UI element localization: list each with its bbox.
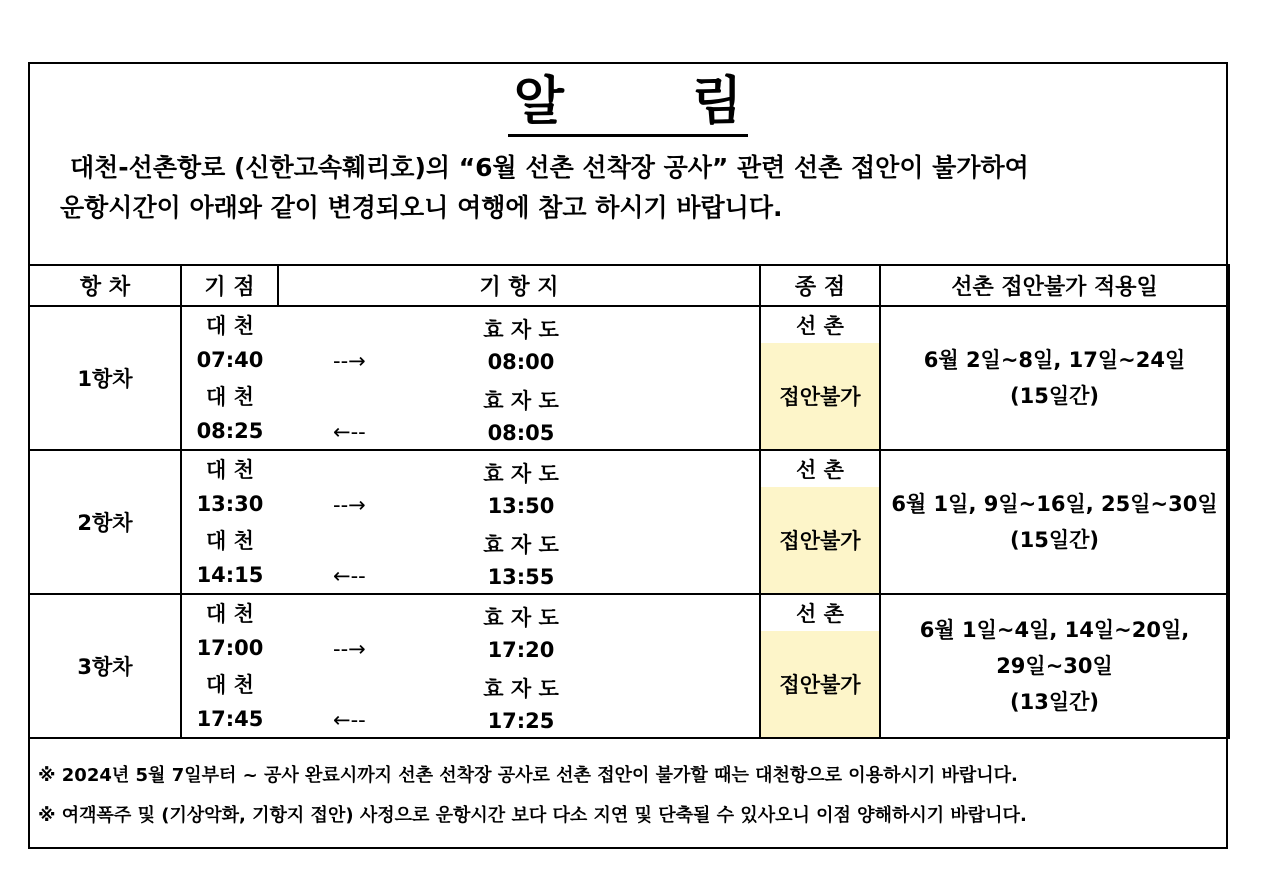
stop-cell — [278, 522, 760, 558]
notice-frame — [28, 62, 1228, 849]
date-line: (15일간) — [1010, 384, 1099, 408]
table-row — [29, 594, 1229, 631]
date-line: 6월 1일, 9일~16일, 25일~30일 — [891, 492, 1218, 516]
trip-cell: 2항차 — [29, 450, 181, 594]
stop-text: 13:55 — [487, 564, 555, 589]
header-end: 종 점 — [760, 265, 880, 306]
origin-cell: 08:25 — [196, 419, 264, 444]
notice-intro — [60, 148, 1216, 228]
trip-cell: 3항차 — [29, 594, 181, 738]
arrow-left-icon: ←-- — [333, 419, 366, 444]
stop-cell — [278, 414, 760, 451]
origin-cell: 대 천 — [206, 672, 254, 697]
arrow-left-icon: ←-- — [333, 563, 366, 588]
end-cell: 선 촌 — [760, 306, 880, 343]
stop-cell — [278, 558, 760, 595]
intro-line-1: 대천-선촌항로 (신한고속훼리호)의 “6월 선촌 선착장 공사” 관련 선촌 접안이 불가하여 — [70, 153, 1029, 182]
origin-cell: 대 천 — [206, 384, 254, 409]
stop-text: 효 자 도 — [483, 389, 559, 413]
arrow-right-icon: --→ — [333, 636, 366, 661]
origin-cell: 13:30 — [196, 492, 264, 517]
origin-cell: 14:15 — [196, 563, 264, 588]
unavailable-cell: 접안불가 — [760, 631, 880, 739]
end-cell: 선 촌 — [760, 450, 880, 487]
arrow-left-icon: ←-- — [333, 707, 366, 732]
origin-cell: 대 천 — [181, 594, 278, 631]
end-cell: 선 촌 — [760, 594, 880, 631]
date-line: 29일~30일 — [996, 654, 1113, 678]
header-trip: 항 차 — [29, 265, 181, 306]
stop-cell — [278, 631, 760, 667]
stop-text: 17:20 — [487, 637, 555, 662]
trip-cell: 1항차 — [29, 306, 181, 450]
stop-text: 효 자 도 — [483, 533, 559, 557]
stop-text: 17:25 — [487, 708, 555, 733]
intro-line-2: 운항시간이 아래와 같이 변경되오니 여행에 참고 하시기 바랍니다. — [60, 193, 783, 222]
header-dates: 선촌 접안불가 적용일 — [880, 265, 1229, 306]
origin-cell: 대 천 — [181, 450, 278, 487]
note-2: ※ 여객폭주 및 (기상악화, 기항지 접안) 사정으로 운항시간 보다 다소 지연 및 단축될 수 있사오니 이점 양해하시기 바랍니다. — [38, 805, 1027, 826]
stop-cell — [278, 343, 760, 379]
arrow-right-icon: --→ — [333, 348, 366, 373]
date-line: (15일간) — [1010, 528, 1099, 552]
origin-cell: 17:00 — [196, 636, 264, 661]
notice-title: 알 림 — [30, 72, 1226, 137]
date-line: 6월 2일~8일, 17일~24일 — [923, 348, 1186, 372]
schedule-table — [28, 264, 1230, 739]
stop-cell — [278, 487, 760, 523]
stop-text: 효 자 도 — [483, 677, 559, 701]
origin-cell: 대 천 — [181, 306, 278, 343]
stop-cell — [278, 702, 760, 739]
dates-cell — [880, 450, 1229, 594]
dates-cell — [880, 594, 1229, 738]
stop-text: 13:50 — [487, 493, 555, 518]
table-header-row — [29, 265, 1229, 306]
table-row — [29, 450, 1229, 487]
stop-cell — [278, 450, 760, 487]
origin-cell: 대 천 — [206, 528, 254, 553]
stop-text: 효 자 도 — [483, 318, 559, 342]
stop-cell — [278, 378, 760, 414]
origin-cell: 07:40 — [196, 348, 264, 373]
note-1: ※ 2024년 5월 7일부터 ~ 공사 완료시까지 선촌 선착장 공사로 선촌 접안이 불가할 때는 대천항으로 이용하시기 바랍니다. — [38, 765, 1018, 786]
stop-text: 효 자 도 — [483, 462, 559, 486]
header-origin: 기 점 — [181, 265, 278, 306]
stop-cell — [278, 666, 760, 702]
stop-text: 효 자 도 — [483, 606, 559, 630]
dates-cell — [880, 306, 1229, 450]
origin-cell: 17:45 — [181, 702, 278, 739]
unavailable-cell: 접안불가 — [760, 487, 880, 595]
header-stop: 기 항 지 — [278, 265, 760, 306]
table-row — [29, 306, 1229, 343]
stop-text: 08:00 — [487, 349, 555, 374]
stop-cell — [278, 306, 760, 343]
notes — [38, 756, 1218, 836]
stop-cell — [278, 594, 760, 631]
arrow-right-icon: --→ — [333, 492, 366, 517]
unavailable-cell: 접안불가 — [760, 343, 880, 451]
stop-text: 08:05 — [487, 420, 555, 445]
date-line: (13일간) — [1010, 690, 1099, 714]
date-line: 6월 1일~4일, 14일~20일, — [919, 618, 1190, 642]
